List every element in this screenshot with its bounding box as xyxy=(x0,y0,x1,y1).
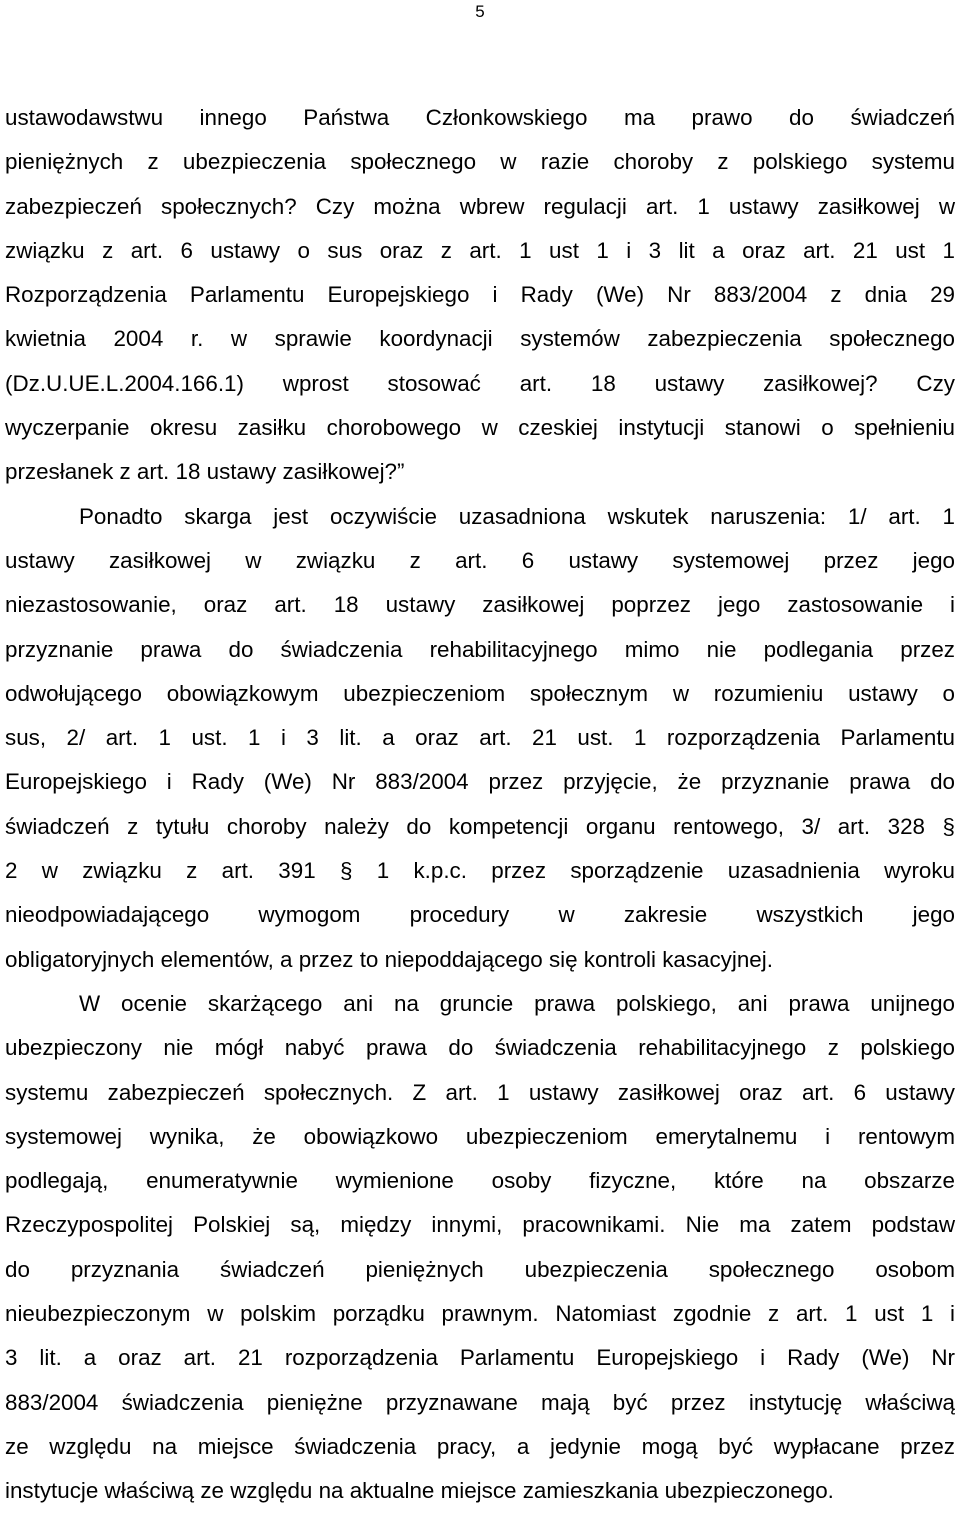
text-line: obligatoryjnych elementów, a przez to niepoddającego się kontroli kasacyjnej. xyxy=(5,946,773,972)
text-line: Europejskiego i Rady (We) Nr 883/2004 przez przyjęcie, że przyznanie prawa do xyxy=(5,769,955,795)
text-line: nieubezpieczonym w polskim porządku prawnym. Natomiast zgodnie z art. 1 ust 1 i xyxy=(5,1301,955,1327)
text-line: 3 lit. a oraz art. 21 rozporządzenia Parlamentu Europejskiego i Rady (We) Nr xyxy=(5,1345,955,1371)
text-line: ustawodawstwu innego Państwa Członkowskiego ma prawo do świadczeń xyxy=(5,105,955,130)
text-line: świadczeń z tytułu choroby należy do kompetencji organu rentowego, 3/ art. 328 § xyxy=(5,813,955,839)
text-line: nieodpowiadającego wymogom procedury w zakresie wszystkich jego xyxy=(5,902,955,928)
text-line: przesłanek z art. 18 ustawy zasiłkowej?” xyxy=(5,459,405,485)
text-line: niezastosowanie, oraz art. 18 ustawy zasiłkowej poprzez jego zastosowanie i xyxy=(5,592,955,618)
text-line: odwołującego obowiązkowym ubezpieczeniom społecznym w rozumieniu ustawy o xyxy=(5,680,955,706)
text-line: podlegają, enumeratywnie wymienione osoby fizyczne, które na obszarze xyxy=(5,1168,955,1194)
document-body xyxy=(5,96,955,1514)
text-line: systemowej wynika, że obowiązkowo ubezpieczeniom emerytalnemu i rentowym xyxy=(5,1123,955,1149)
text-line: pieniężnych z ubezpieczenia społecznego w razie choroby z polskiego systemu xyxy=(5,149,955,175)
page-number: 5 xyxy=(475,2,485,21)
text-line: 2 w związku z art. 391 § 1 k.p.c. przez sporządzenie uzasadnienia wyroku xyxy=(5,858,955,884)
text-line: wyczerpanie okresu zasiłku chorobowego w czeskiej instytucji stanowi o spełnieniu xyxy=(5,415,955,441)
text-line: (Dz.U.UE.L.2004.166.1) wprost stosować art. 18 ustawy zasiłkowej? Czy xyxy=(5,370,955,396)
text-line: do przyznania świadczeń pieniężnych ubezpieczenia społecznego osobom xyxy=(5,1256,955,1282)
text-line: zabezpieczeń społecznych? Czy można wbrew regulacji art. 1 ustawy zasiłkowej w xyxy=(5,193,955,219)
text-line: W ocenie skarżącego ani na gruncie prawa polskiego, ani prawa unijnego xyxy=(79,990,955,1016)
text-line: kwietnia 2004 r. w sprawie koordynacji systemów zabezpieczenia społecznego xyxy=(5,326,955,352)
text-line: ustawy zasiłkowej w związku z art. 6 ustawy systemowej przez jego xyxy=(5,547,955,573)
text-line: Ponadto skarga jest oczywiście uzasadniona wskutek naruszenia: 1/ art. 1 xyxy=(79,503,955,529)
text-line: Rzeczypospolitej Polskiej są, między innymi, pracownikami. Nie ma zatem podstaw xyxy=(5,1212,955,1238)
text-line: ze względu na miejsce świadczenia pracy, a jedynie mogą być wypłacane przez xyxy=(5,1433,955,1459)
text-line: związku z art. 6 ustawy o sus oraz z art. 1 ust 1 i 3 lit a oraz art. 21 ust 1 xyxy=(5,237,955,263)
text-line: sus, 2/ art. 1 ust. 1 i 3 lit. a oraz art. 21 ust. 1 rozporządzenia Parlamentu xyxy=(5,725,955,751)
text-line: instytucje właściwą ze względu na aktualne miejsce zamieszkania ubezpieczonego. xyxy=(5,1478,834,1504)
text-line: Rozporządzenia Parlamentu Europejskiego i Rady (We) Nr 883/2004 z dnia 29 xyxy=(5,282,955,308)
text-line: ubezpieczony nie mógł nabyć prawa do świadczenia rehabilitacyjnego z polskiego xyxy=(5,1035,955,1061)
text-line: przyznanie prawa do świadczenia rehabilitacyjnego mimo nie podlegania przez xyxy=(5,636,955,662)
text-line: systemu zabezpieczeń społecznych. Z art. 1 ustawy zasiłkowej oraz art. 6 ustawy xyxy=(5,1079,955,1105)
text-line: 883/2004 świadczenia pieniężne przyznawane mają być przez instytucję właściwą xyxy=(5,1389,955,1415)
